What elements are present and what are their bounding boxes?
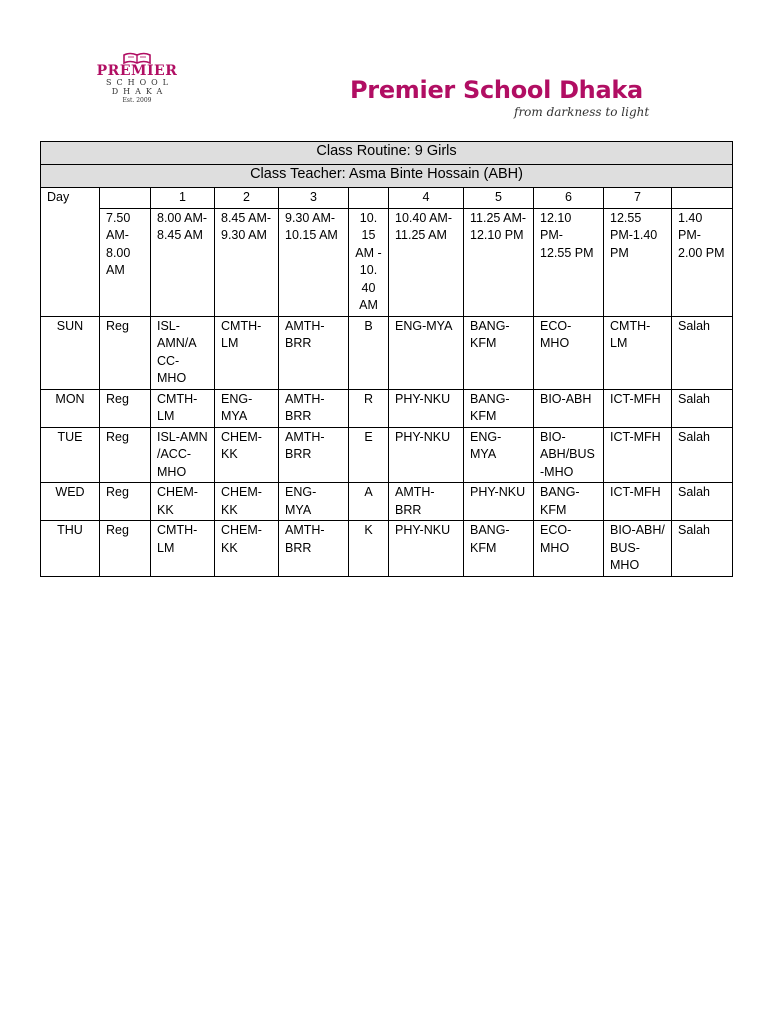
schedule-cell: ICT-MFH <box>604 427 672 483</box>
schedule-cell: AMTH-BRR <box>279 427 349 483</box>
break-letter: R <box>349 389 389 427</box>
day-name: WED <box>41 483 100 521</box>
break-letter: A <box>349 483 389 521</box>
schedule-cell: BIO-ABH/ BUS-MHO <box>604 521 672 577</box>
day-row-mon <box>41 389 733 427</box>
school-logo <box>88 52 186 118</box>
class-teacher: Class Teacher: Asma Binte Hossain (ABH) <box>41 165 733 188</box>
day-name: MON <box>41 389 100 427</box>
logo-established: Est. 2009 <box>122 97 152 104</box>
period-number: 5 <box>464 188 534 209</box>
period-time: 8.00 AM- 8.45 AM <box>151 208 215 316</box>
period-time: 10.40 AM- 11.25 AM <box>389 208 464 316</box>
period-number: 2 <box>215 188 279 209</box>
schedule-cell: PHY-NKU <box>389 521 464 577</box>
day-name: TUE <box>41 427 100 483</box>
schedule-cell: BANG-KFM <box>464 521 534 577</box>
school-tagline: from darkness to light <box>514 105 650 119</box>
period-number: 7 <box>604 188 672 209</box>
schedule-cell: Salah <box>672 521 733 577</box>
schedule-cell: ENG-MYA <box>279 483 349 521</box>
logo-subtitle-school: SCHOOL <box>105 78 173 87</box>
schedule-cell: ECO-MHO <box>534 316 604 389</box>
schedule-cell: Salah <box>672 427 733 483</box>
break-time: 10. 15 AM - 10. 40 AM <box>349 208 389 316</box>
schedule-cell: Salah <box>672 389 733 427</box>
day-row-sun <box>41 316 733 389</box>
day-name: SUN <box>41 316 100 389</box>
break-letter: E <box>349 427 389 483</box>
schedule-cell: AMTH-BRR <box>279 389 349 427</box>
period-number: 4 <box>389 188 464 209</box>
teacher-row <box>41 165 733 188</box>
period-time: 7.50 AM- 8.00 AM <box>100 208 151 316</box>
schedule-cell: PHY-NKU <box>389 389 464 427</box>
logo-wordmark: PREMIER <box>96 63 178 79</box>
schedule-cell: ICT-MFH <box>604 389 672 427</box>
schedule-cell: Salah <box>672 316 733 389</box>
period-number: 6 <box>534 188 604 209</box>
period-number: 3 <box>279 188 349 209</box>
period-number <box>100 188 151 209</box>
time-row <box>41 208 733 316</box>
period-number <box>672 188 733 209</box>
period-time: 9.30 AM- 10.15 AM <box>279 208 349 316</box>
period-time: 12.55 PM-1.40 PM <box>604 208 672 316</box>
schedule-cell: ISL-AMN /ACC-MHO <box>151 427 215 483</box>
day-row-tue <box>41 427 733 483</box>
period-number <box>349 188 389 209</box>
title-row <box>41 142 733 165</box>
schedule-cell: ISL-AMN/A CC-MHO <box>151 316 215 389</box>
schedule-cell: AMTH-BRR <box>279 316 349 389</box>
schedule-cell: ENG-MYA <box>389 316 464 389</box>
schedule-cell: Reg <box>100 389 151 427</box>
routine-title: Class Routine: 9 Girls <box>41 142 733 165</box>
schedule-cell: PHY-NKU <box>464 483 534 521</box>
schedule-cell: CMTH-LM <box>151 521 215 577</box>
schedule-cell: ECO-MHO <box>534 521 604 577</box>
schedule-cell: BANG-KFM <box>534 483 604 521</box>
schedule-cell: CMTH-LM <box>215 316 279 389</box>
schedule-cell: Reg <box>100 316 151 389</box>
schedule-cell: Reg <box>100 483 151 521</box>
day-row-wed <box>41 483 733 521</box>
schedule-cell: BIO-ABH <box>534 389 604 427</box>
schedule-cell: CHEM-KK <box>215 483 279 521</box>
period-number-row <box>41 188 733 209</box>
period-time: 12.10 PM- 12.55 PM <box>534 208 604 316</box>
schedule-cell: BIO-ABH/BUS-MHO <box>534 427 604 483</box>
schedule-cell: ENG-MYA <box>215 389 279 427</box>
logo-subtitle-dhaka: DHAKA <box>111 87 168 96</box>
break-letter: K <box>349 521 389 577</box>
break-letter: B <box>349 316 389 389</box>
schedule-cell: CHEM-KK <box>151 483 215 521</box>
schedule-cell: CHEM-KK <box>215 427 279 483</box>
period-number: 1 <box>151 188 215 209</box>
schedule-cell: CMTH-LM <box>151 389 215 427</box>
schedule-cell: CHEM-KK <box>215 521 279 577</box>
period-time: 8.45 AM- 9.30 AM <box>215 208 279 316</box>
period-time: 11.25 AM- 12.10 PM <box>464 208 534 316</box>
school-name: Premier School Dhaka <box>350 76 643 104</box>
schedule-cell: PHY-NKU <box>389 427 464 483</box>
schedule-cell: Reg <box>100 427 151 483</box>
schedule-cell: Reg <box>100 521 151 577</box>
schedule-cell: ENG-MYA <box>464 427 534 483</box>
schedule-cell: AMTH-BRR <box>279 521 349 577</box>
schedule-cell: CMTH-LM <box>604 316 672 389</box>
class-routine-table <box>40 141 733 577</box>
schedule-cell: BANG-KFM <box>464 316 534 389</box>
schedule-cell: AMTH-BRR <box>389 483 464 521</box>
day-header: Day <box>41 188 100 317</box>
day-row-thu <box>41 521 733 577</box>
schedule-cell: Salah <box>672 483 733 521</box>
schedule-cell: ICT-MFH <box>604 483 672 521</box>
period-time: 1.40 PM- 2.00 PM <box>672 208 733 316</box>
schedule-cell: BANG-KFM <box>464 389 534 427</box>
day-name: THU <box>41 521 100 577</box>
